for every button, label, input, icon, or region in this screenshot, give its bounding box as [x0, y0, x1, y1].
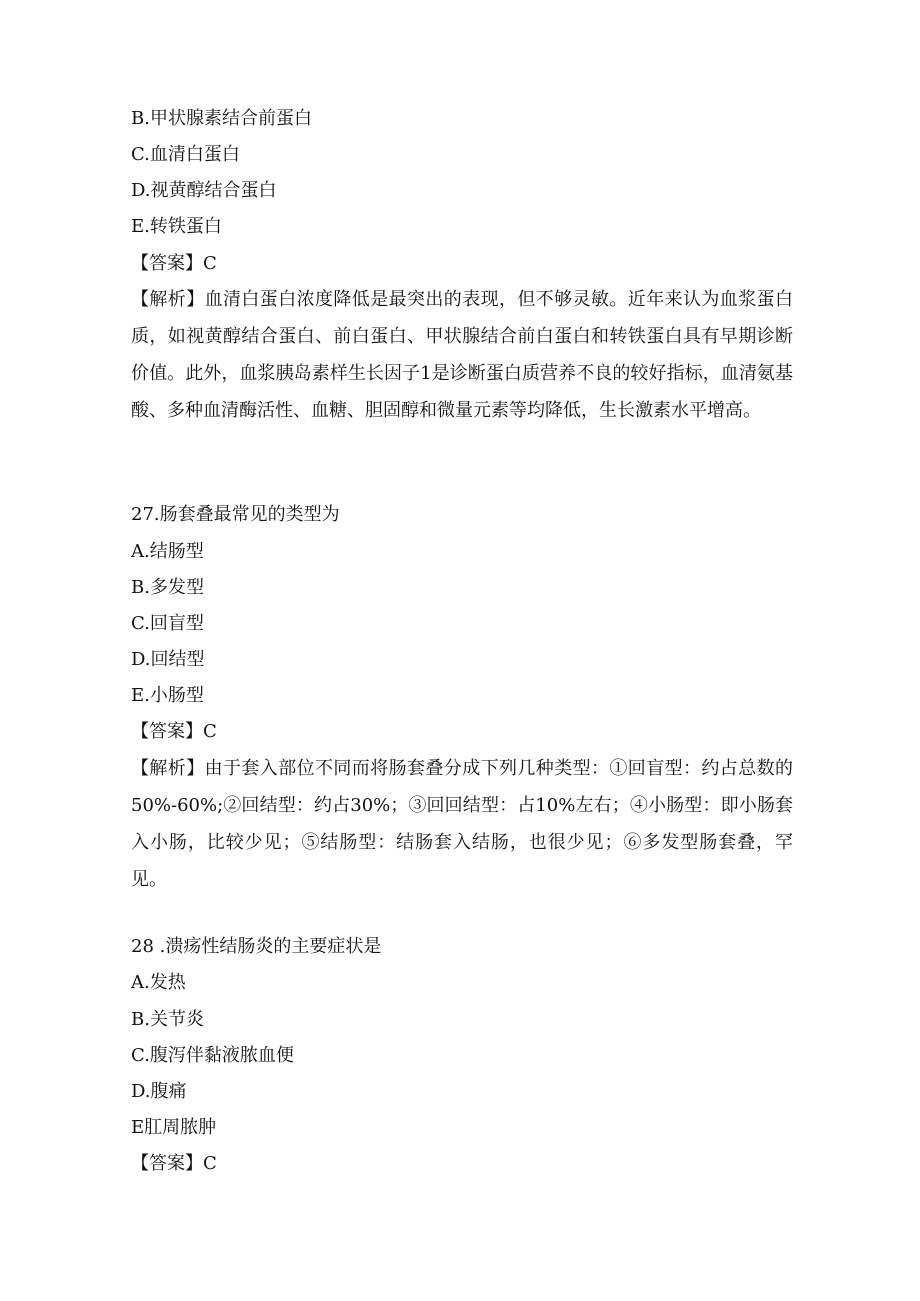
q26-option-e: E.转铁蛋白	[131, 216, 222, 237]
q28-option-a: A.发热	[131, 972, 186, 993]
q28-answer: 【答案】C	[131, 1153, 217, 1174]
q27-question: 27.肠套叠最常见的类型为	[131, 504, 340, 525]
q26-option-c: C.血清白蛋白	[131, 144, 240, 165]
q28-option-d: D.腹痛	[131, 1081, 187, 1102]
q27-option-e: E.小肠型	[131, 685, 204, 706]
q28-option-e: E肛周脓肿	[131, 1117, 217, 1138]
q26-option-d: D.视黄醇结合蛋白	[131, 180, 277, 201]
q27-option-d: D.回结型	[131, 649, 205, 670]
q28-option-c: C.腹泻伴黏液脓血便	[131, 1045, 294, 1066]
q26-analysis: 【解析】血清白蛋白浓度降低是最突出的表现，但不够灵敏。近年来认为血浆蛋白质，如视黄醇结合蛋白、前白蛋白、甲状腺结合前白蛋白和转铁蛋白具有早期诊断价值。此外，血浆胰岛素样生长因子1是诊断蛋白质营养不良的较好指标，血清氨基酸、多种血清酶活性、血糖、胆固醇和微量元素等均降低，生长激素水平增高。	[131, 289, 793, 421]
q27-option-c: C.回盲型	[131, 613, 204, 634]
q28-option-b: B.关节炎	[131, 1009, 204, 1030]
q27-option-a: A.结肠型	[131, 541, 204, 562]
q26-option-b: B.甲状腺素结合前蛋白	[131, 108, 312, 129]
q27-answer: 【答案】C	[131, 721, 217, 742]
q28-question: 28 .溃疡性结肠炎的主要症状是	[131, 936, 382, 957]
q27-analysis: 【解析】由于套入部位不同而将肠套叠分成下列几种类型：①回盲型：约占总数的50%-60%;②回结型：约占30%；③回回结型：占10%左右；④小肠型：即小肠套入小肠，比较少见；⑤结肠型：结肠套入结肠，也很少见；⑥多发型肠套叠，罕见。	[131, 758, 793, 890]
q26-answer: 【答案】C	[131, 253, 217, 274]
q27-option-b: B.多发型	[131, 577, 204, 598]
